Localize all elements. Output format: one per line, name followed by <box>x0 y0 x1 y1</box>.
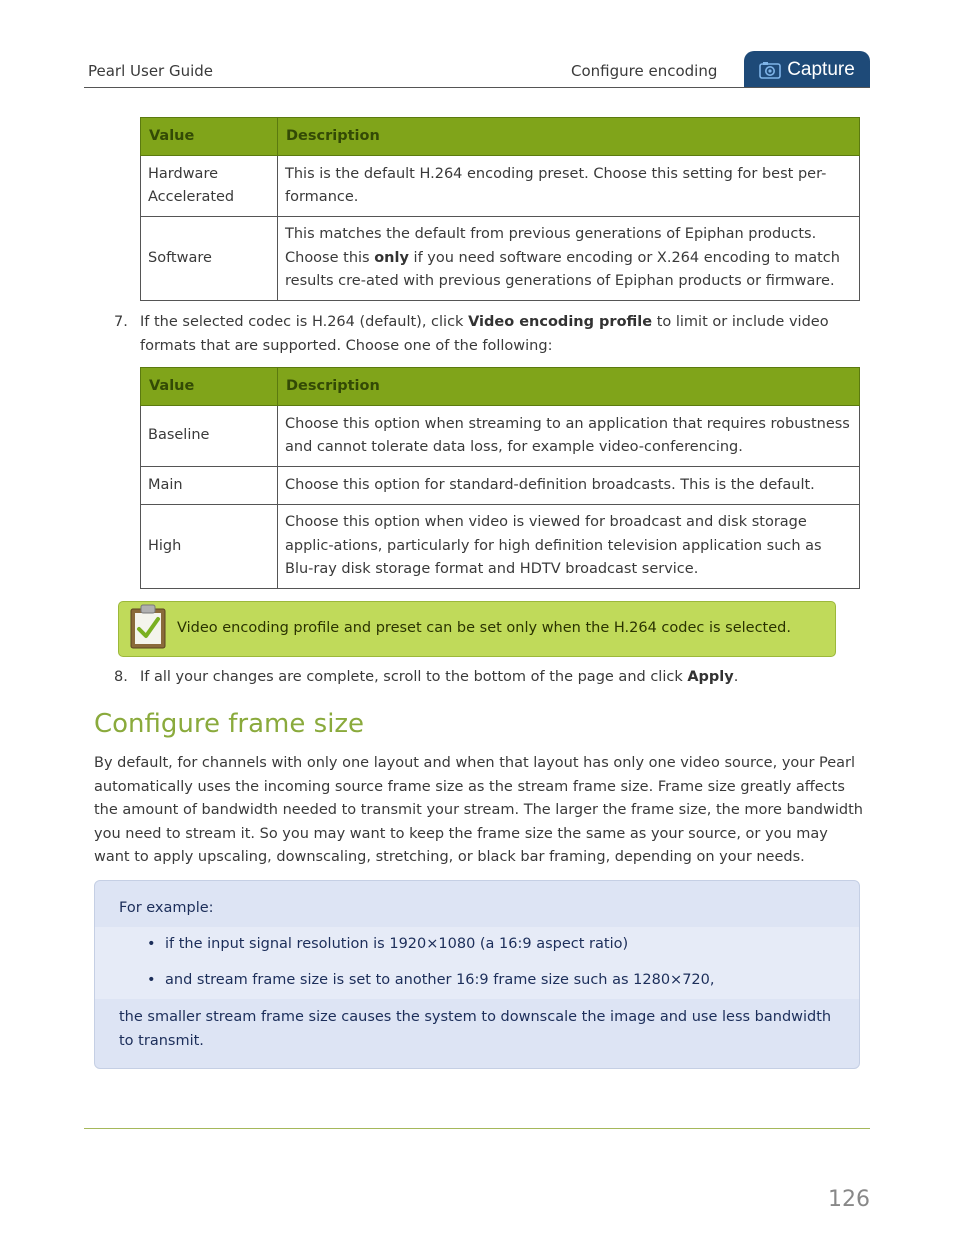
table-row <box>141 156 860 217</box>
value-cell: Baseline <box>141 406 278 467</box>
table-row <box>141 406 860 467</box>
description-cell: Choose this option for standard-definition broadcasts. This is the default. <box>278 467 860 505</box>
step-text-pre: If all your changes are complete, scroll to the bottom of the page and click <box>140 669 688 685</box>
column-header-description: Description <box>278 368 860 406</box>
step-text-pre: If the selected codec is H.264 (default), click <box>140 314 469 330</box>
note-text: Video encoding profile and preset can be set only when the H.264 codec is selected. <box>177 620 791 636</box>
example-box <box>94 880 860 1069</box>
profile-table <box>140 367 860 589</box>
step-text-post: to limit or include video formats that are supported. Choose one of the following: <box>140 314 829 354</box>
column-header-description: Description <box>278 118 860 156</box>
example-intro: For example: <box>119 900 214 916</box>
value-line: Hardware <box>148 165 219 182</box>
description-cell: Choose this option when video is viewed for broadcast and disk storage applic-ations, particularly for high definition television application such as Blu-ray disk storage format and HDTV broadcast service. <box>278 505 860 589</box>
note-callout <box>118 601 836 657</box>
value-cell <box>141 156 278 217</box>
section-paragraph: By default, for channels with only one layout and when that layout has only one video source, your Pearl automatically uses the incoming source frame size as the stream frame size. Frame size greatly affects the amount of bandwidth needed to transmit your stream. The larger the frame size, the more bandwidth you need to stream it. So you may want to keep the frame size the same as your source, or you may want to apply upscaling, downscaling, stretching, or black bar framing, depending on your needs. <box>94 755 863 865</box>
camera-icon <box>759 61 781 79</box>
header-divider <box>84 87 870 88</box>
capture-tab-label: Capture <box>787 58 855 80</box>
value-cell: Software <box>141 217 278 301</box>
section-title: Configure encoding <box>571 62 718 80</box>
step-8 <box>114 666 859 690</box>
table-header-row <box>141 118 860 156</box>
step-text <box>140 666 860 690</box>
value-line: Accelerated <box>148 189 235 205</box>
bullet-icon: • <box>147 972 156 988</box>
step-bold: Video encoding profile <box>468 314 653 330</box>
section-heading: Configure frame size <box>94 709 365 739</box>
column-header-value: Value <box>141 118 278 156</box>
capture-tab[interactable] <box>744 51 870 88</box>
clipboard-check-icon <box>129 604 167 650</box>
description-cell: This is the default H.264 encoding preset. Choose this setting for best per-formance. <box>278 156 860 217</box>
step-number: 8. <box>114 669 128 685</box>
step-7 <box>114 311 859 359</box>
desc-text: if you need software encoding or X.264 encoding to match results cre-ated with previous generations of Epiphan products or firmware. <box>285 249 840 290</box>
step-number: 7. <box>114 314 128 330</box>
list-item-text: if the input signal resolution is 1920×1080 (a 16:9 aspect ratio) <box>165 936 629 952</box>
value-cell: High <box>141 505 278 589</box>
value-cell: Main <box>141 467 278 505</box>
desc-bold: only <box>374 249 409 266</box>
description-cell <box>278 217 860 301</box>
description-cell: Choose this option when streaming to an application that requires robustness and cannot tolerate data loss, for example video-conferencing. <box>278 406 860 467</box>
bullet-icon: • <box>147 936 156 952</box>
step-text-post: . <box>733 669 739 685</box>
step-bold: Apply <box>687 669 734 685</box>
guide-title: Pearl User Guide <box>88 62 214 80</box>
preset-table <box>140 117 860 301</box>
table-row <box>141 217 860 301</box>
step-text <box>140 311 860 358</box>
list-item-text: and stream frame size is set to another 16:9 frame size such as 1280×720, <box>165 972 715 988</box>
example-outro: the smaller stream frame size causes the system to downscale the image and use less bandwidth to transmit. <box>119 1009 832 1049</box>
table-row <box>141 505 860 589</box>
page-number: 126 <box>828 1187 870 1212</box>
column-header-value: Value <box>141 368 278 406</box>
table-header-row <box>141 368 860 406</box>
desc-text: This matches the default from previous generations of Epiphan products. Choose this <box>285 226 817 266</box>
table-row <box>141 467 860 505</box>
footer-divider <box>84 1128 870 1129</box>
